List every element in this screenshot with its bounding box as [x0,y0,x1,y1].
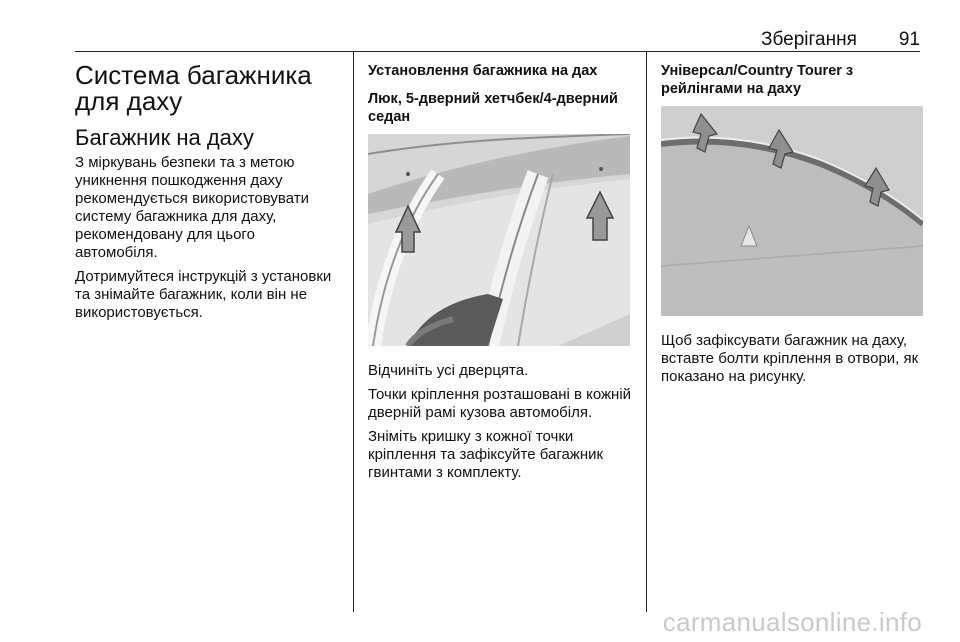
section-heading: Система багажника для даху [75,60,312,116]
roof-rails-illustration [661,106,923,316]
page-number: 91 [898,29,920,50]
step-mounting-points: Точки кріплення розташовані в кожній дверній рамі кузова автомобіля. [368,386,632,421]
column-1 [75,62,337,328]
column-3 [661,62,923,392]
wagon-heading: Універсал/Country Tourer з рейлінгами на даху [661,63,854,97]
column-2 [368,62,632,488]
subsection-heading: Багажник на даху [75,125,254,150]
body-paragraph: З міркувань безпеки та з метою уникнення пошкодження даху рекомендується використовувати систему багажника для даху, рекомендовану для цього автомобіля. [75,154,309,261]
header-rule [75,51,920,52]
watermark: carmanualsonline.info [662,607,922,637]
wagon-instruction: Щоб зафіксувати багажник на даху, вставте болти кріплення в отвори, як показано на рисунку. [661,332,919,385]
column-divider-1 [353,52,354,612]
section-title: Зберігання [761,29,857,50]
body-paragraph: Дотримуйтеся інструкцій з установки та знімайте багажник, коли він не використовується. [75,268,332,321]
door-frame-mounting-illustration [368,134,630,346]
install-heading: Установлення багажника на дах [368,63,598,79]
step-remove-cover: Зніміть кришку з кожної точки кріплення та зафіксуйте багажник гвинтами з комплекту. [368,428,604,481]
column-divider-2 [646,52,647,612]
page-header [719,29,920,51]
step-open-doors: Відчиніть усі дверцята. [368,362,529,379]
variant-heading: Люк, 5-дверний хетчбек/4-дверний седан [368,91,618,125]
